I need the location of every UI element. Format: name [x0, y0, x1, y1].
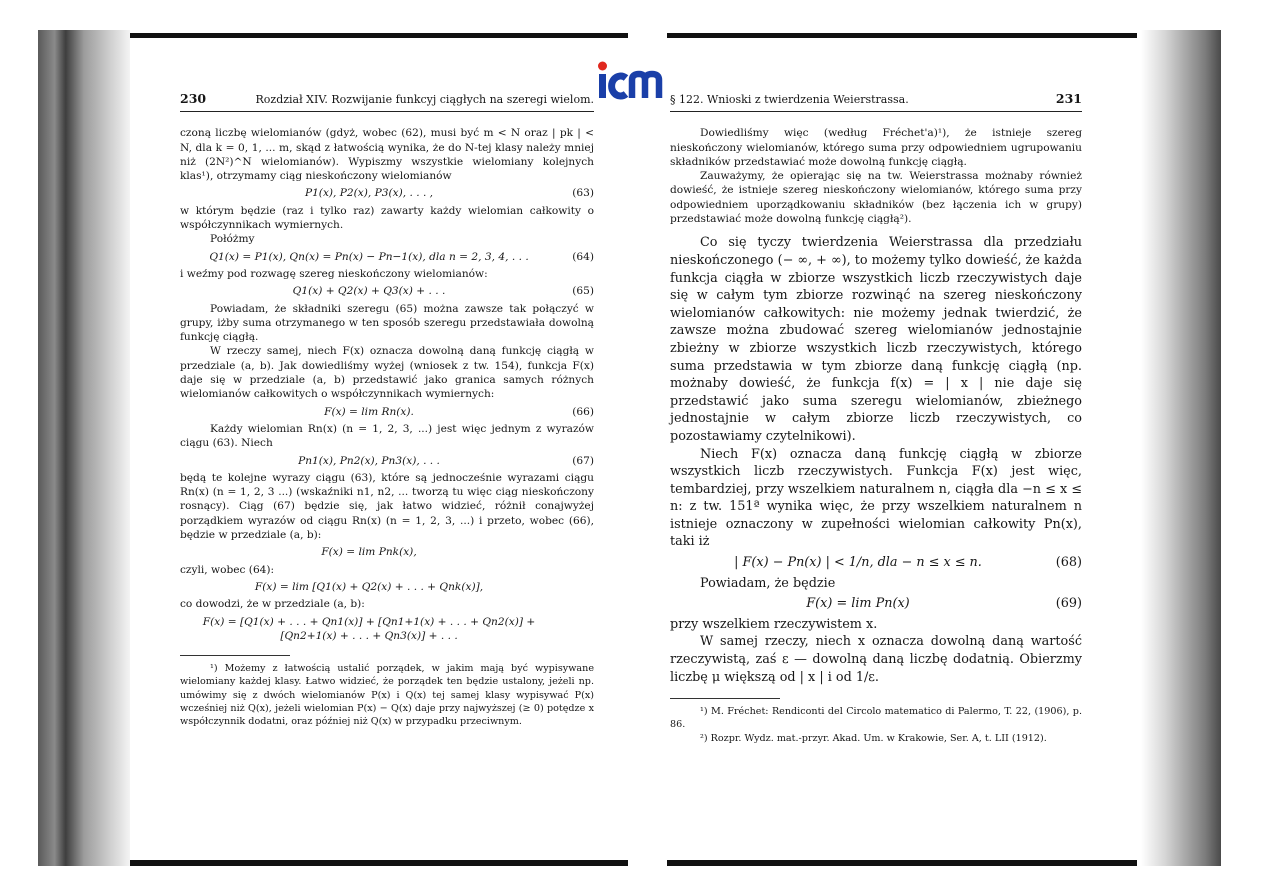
- formula-expr: F(x) = lim [Q1(x) + Q2(x) + . . . + Qnk(x)],: [254, 580, 484, 593]
- formula-68: [670, 554, 1082, 572]
- formula-limit: [180, 545, 594, 559]
- equation-number: (68): [1055, 555, 1082, 571]
- footnote: ¹) M. Fréchet: Rendiconti del Circolo matematico di Palermo, T. 22, (1906), p. 86.: [670, 706, 1082, 731]
- equation-number: (63): [572, 187, 594, 200]
- formula-expr: | F(x) − Pn(x) | < 1/n, dla − n ≤ x ≤ n.: [734, 555, 982, 571]
- formula-expr: P1(x), P2(x), P3(x), . . . ,: [304, 187, 434, 200]
- formula-64: [180, 250, 594, 264]
- formula-63: [180, 186, 594, 200]
- small-paragraph: Zauważymy, że opierając się na tw. Weierstrassa możnaby również dowieść, że istnieje szereg nieskończony wielomianów, którego suma przy odpowiedniem uporządkowaniu składników (bez łączenia ich w grupy) przedstawiać może dowolną funkcję ciągłą²).: [670, 170, 1082, 226]
- formula-expr: Q1(x) + Q2(x) + Q3(x) + . . .: [292, 285, 446, 298]
- paragraph: Niech F(x) oznacza daną funkcję ciągłą w zbiorze wszystkich liczb rzeczywistych. Funkcja F(x) jest więc, tembardziej, przy wszelkiem naturalnem n, ciągła dla −n ≤ x ≤ n: z tw. 151ª wynika więc, że przy wszelkiem naturalnem n istnieje oznaczony w zupełności wielomian całkowity Pn(x), taki iż: [670, 446, 1082, 550]
- paragraph: w którym będzie (raz i tylko raz) zawarty każdy wielomian całkowity o współczynnikach wymiernych.: [180, 204, 594, 232]
- formula-expr: F(x) = [Q1(x) + . . . + Qn1(x)] + [Qn1+1(x) + . . . + Qn2(x)] + [Qn2+1(x) + . . . + Qn3(x)] + . . .: [202, 615, 536, 642]
- left-running-title: Rozdział XIV. Rozwijanie funkcyj ciągłych na szeregi wielom.: [255, 93, 594, 106]
- equation-number: (69): [1055, 596, 1082, 612]
- paragraph: W samej rzeczy, niech x oznacza dowolną daną wartość rzeczywistą, zaś ε — dowolną daną liczbę dodatnią. Obierzmy liczbę μ większą od | x | i od 1/ε.: [670, 634, 1082, 685]
- equation-number: (66): [572, 405, 594, 418]
- top-border-right: [667, 33, 1137, 38]
- icm-logo: [596, 60, 664, 102]
- formula-expr: F(x) = lim Rn(x).: [324, 405, 414, 418]
- paragraph: i weźmy pod rozwagę szereg nieskończony wielomianów:: [180, 267, 488, 280]
- top-border-left: [130, 33, 628, 38]
- footnote-rule: [180, 655, 290, 656]
- equation-number: (64): [572, 250, 594, 263]
- paragraph: Połóżmy: [210, 233, 255, 246]
- formula-expr: F(x) = lim Pn(x): [806, 596, 910, 612]
- right-page: [670, 92, 1082, 745]
- right-running-head: [670, 92, 1082, 112]
- formula-65: [180, 284, 594, 298]
- formula-69: [670, 595, 1082, 613]
- left-page: [180, 92, 594, 728]
- equation-number: (67): [572, 454, 594, 467]
- paragraph: czyli, wobec (64):: [180, 563, 275, 576]
- small-paragraph: Dowiedliśmy więc (według Fréchet'a)¹), że istnieje szereg nieskończony wielomianów, którego suma przy odpowiedniem ugrupowaniu składników przedstawiać może dowolną funkcję ciągłą.: [670, 127, 1082, 168]
- bottom-border-right: [667, 860, 1137, 866]
- right-page-number: 231: [1055, 91, 1082, 106]
- right-running-title: § 122. Wnioski z twierdzenia Weierstrassa.: [670, 93, 909, 106]
- formula-66: [180, 405, 594, 419]
- paragraph: czoną liczbę wielomianów (gdyż, wobec (62), musi być m < N oraz | pk | < N, dla k = 0, 1, ... m, skąd z łatwością wynika, że do N-tej klasy należy mniej niż (2N²)^N wielomianów). Wypiszmy wszystkie wielomiany kolejnych klas¹), otrzymamy ciąg nieskończony wielomianów: [180, 127, 594, 183]
- footnote: ²) Rozpr. Wydz. mat.-przyr. Akad. Um. w Krakowie, Ser. A, t. LII (1912).: [700, 732, 1047, 744]
- footnote-rule: [670, 698, 780, 699]
- formula-expr: F(x) = lim Pnk(x),: [321, 546, 417, 559]
- paragraph: Powiadam, że będzie: [700, 575, 836, 591]
- book-spine-shadow-left: [38, 30, 130, 866]
- equation-number: (65): [572, 285, 594, 298]
- footnote: ¹) Możemy z łatwością ustalić porządek, w jakim mają być wypisywane wielomiany każdej klasy. Łatwo widzieć, że porządek ten będzie ustalony, jeżeli np. umówimy się z dwóch wielomianów P(x) i Q(x) tej samej klasy wypisywać P(x) wcześniej niż Q(x), jeżeli wielomian P(x) − Q(x) daje przy najwyższej (≥ 0) potędze x współczynnik dodatni, oraz później niż Q(x) w przypadku przeciwnym.: [180, 663, 594, 727]
- paragraph: W rzeczy samej, niech F(x) oznacza dowolną daną funkcję ciągłą w przedziale (a, b). Jak dowiedliśmy wyżej (wniosek z tw. 154), funkcja F(x) daje się w przedziale (a, b) przedstawić jako granica samych różnych wielomianów całkowitych o współczynnikach wymiernych:: [180, 345, 594, 401]
- formula-grouped-series: [180, 615, 594, 644]
- paragraph: Co się tyczy twierdzenia Weierstrassa dla przedziału nieskończonego (− ∞, + ∞), to możemy tylko dowieść, że każda funkcja ciągła w zbiorze wszystkich liczb rzeczywistych daje się w całym tym zbiorze rozwinąć na szereg nieskończony wielomianów całkowitych: nie możemy jednak twierdzić, że zawsze można zbudować szereg wielomianów jednostajnie zbieżny w zbiorze wszystkich liczb rzeczywistych, którego suma przedstawia w tym zbiorze daną funkcję ciągłą (np. możnaby dowieść, że funkcja f(x) = | x | nie daje się przedstawić jako suma szeregu wielomianów, zbieżnego jednostajnie w całym zbiorze liczb rzeczywistych, co pozostawiamy czytelnikowi).: [670, 235, 1082, 444]
- paragraph: będą te kolejne wyrazy ciągu (63), które są jednocześnie wyrazami ciągu Rn(x) (n = 1, 2, 3 ...) (wskaźniki n1, n2, ... tworzą tu więc ciąg nieskończony rosnący). Ciąg (67) będzie się, jak łatwo widzieć, różnił conajwyżej porządkiem wyrazów od ciągu Rn(x) (n = 1, 2, 3, ...) i przeto, wobec (66), będzie w przedziale (a, b):: [180, 471, 594, 542]
- paragraph: przy wszelkiem rzeczywistem x.: [670, 616, 878, 632]
- left-page-number: 230: [180, 91, 207, 106]
- formula-expr: Q1(x) = P1(x), Qn(x) = Pn(x) − Pn−1(x), dla n = 2, 3, 4, . . .: [209, 250, 529, 263]
- formula-expr: Pn1(x), Pn2(x), Pn3(x), . . .: [298, 454, 440, 467]
- book-edge-shadow-right: [1141, 30, 1221, 866]
- paragraph: Każdy wielomian Rn(x) (n = 1, 2, 3, ...) jest więc jednym z wyrazów ciągu (63). Niech: [180, 422, 594, 450]
- left-running-head: [180, 92, 594, 112]
- bottom-border-left: [130, 860, 628, 866]
- formula-67: [180, 454, 594, 468]
- paragraph: co dowodzi, że w przedziale (a, b):: [180, 598, 365, 611]
- paragraph: Powiadam, że składniki szeregu (65) można zawsze tak połączyć w grupy, iżby suma otrzymanego w ten sposób szeregu przedstawiała dowolną funkcję ciągłą.: [180, 302, 594, 344]
- formula-limit-sum: [180, 580, 594, 594]
